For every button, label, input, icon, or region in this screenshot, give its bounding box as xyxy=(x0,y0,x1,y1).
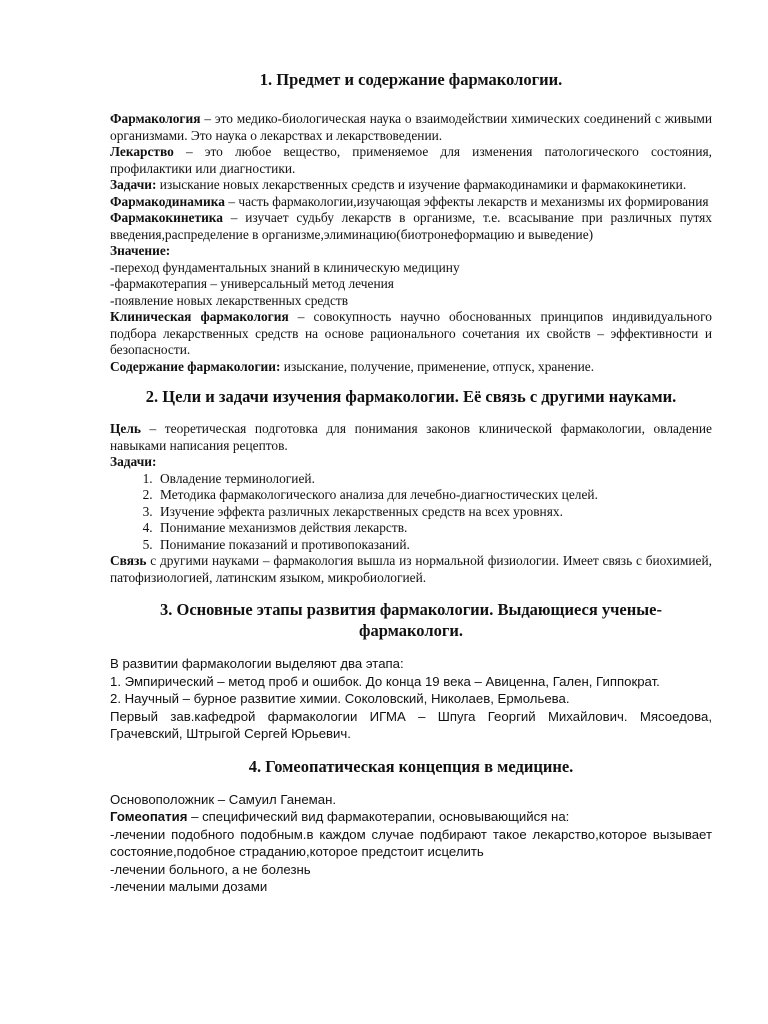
section-2 xyxy=(110,386,712,586)
definition-clinical-pharmacology xyxy=(110,309,712,359)
tasks-label xyxy=(110,454,712,471)
section-2-title: 2. Цели и задачи изучения фармакологии. Её связь с другими науками. xyxy=(145,387,677,406)
text-line: В развитии фармакологии выделяют два этапа: xyxy=(110,656,404,671)
principle-item: -лечении малыми дозами xyxy=(110,879,268,894)
principle-item: -лечении подобного подобным.в каждом случае подбирают такое лекарство,которое вызывает состояние,подобное страданию,которое предстоит исцелить xyxy=(110,826,712,859)
significance-item: -появление новых лекарственных средств xyxy=(110,292,349,308)
term-text: – это любое вещество, применяемое для изменения патологического состояния, профилактики или диагностики. xyxy=(110,144,712,176)
list-item: 2. Методика фармакологического анализа для лечебно-диагностических целей. xyxy=(156,487,712,504)
term: Связь xyxy=(110,553,147,568)
founder-line: Основоположник – Самуил Ганеман. xyxy=(110,791,337,807)
principle-item: -лечении больного, а не болезнь xyxy=(110,861,311,877)
term: Фармакодинамика xyxy=(110,193,225,209)
significance-item: -фармакотерапия – универсальный метод лечения xyxy=(110,276,394,291)
term: Значение: xyxy=(110,243,171,258)
term-text: – теоретическая подготовка для понимания законов клинической фармакологии, овладение навыками написания рецептов. xyxy=(110,421,712,453)
term: Задачи: xyxy=(110,454,157,469)
term: Содержание фармакологии: xyxy=(110,358,281,374)
section-3-body xyxy=(110,655,712,743)
section-1-title: 1. Предмет и содержание фармакологии. xyxy=(259,70,563,89)
definition-drug xyxy=(110,144,712,177)
text-line: 1. Эмпирический – метод проб и ошибок. До конца 19 века – Авиценна, Гален, Гиппократ. xyxy=(110,673,660,689)
term-text: изыскание, получение, применение, отпуск, хранение. xyxy=(280,358,595,374)
significance-item: -переход фундаментальных знаний в клиническую медицину xyxy=(110,259,460,275)
list-item: 5. Понимание показаний и противопоказаний. xyxy=(156,537,712,554)
list-item: 3. Изучение эффекта различных лекарственных средств на всех уровнях. xyxy=(156,504,712,521)
tasks-paragraph xyxy=(110,177,712,194)
term-text: – изучает судьбу лекарств в организме, т.е. всасывание при различных путях введения,распределение в организме,элиминацию(биотронеформацию и выведение) xyxy=(110,210,712,242)
section-1-body xyxy=(110,111,712,375)
section-4 xyxy=(110,756,712,896)
significance-label xyxy=(110,243,712,260)
term-text: – специфический вид фармакотерапии, основывающийся на: xyxy=(187,809,570,824)
list-item: 1. Овладение терминологией. xyxy=(156,471,712,488)
term-text: – часть фармакологии,изучающая эффекты лекарств и механизмы их формирования xyxy=(224,193,709,209)
definition-pharmacodynamics xyxy=(110,194,712,211)
text-line: Первый зав.кафедрой фармакологии ИГМА – Шпуга Георгий Михайлович. Мясоедова, Грачевский, Штрыгой Сергей Юрьевич. xyxy=(110,708,712,741)
section-4-body xyxy=(110,791,712,896)
section-4-title: 4. Гомеопатическая концепция в медицине. xyxy=(248,756,574,776)
content-paragraph xyxy=(110,359,712,376)
definition-pharmacology xyxy=(110,111,712,144)
section-1 xyxy=(110,69,712,375)
homeopathy-definition xyxy=(110,808,712,826)
term: Задачи: xyxy=(110,177,157,192)
term: Цель xyxy=(110,421,141,436)
tasks-list xyxy=(110,471,712,554)
list-item: 4. Понимание механизмов действия лекарств. xyxy=(156,520,712,537)
term: Фармакология xyxy=(110,111,201,126)
term-text: с другими науками – фармакология вышла из нормальной физиологии. Имеет связь с биохимией, патофизиологией, латинским языком, микробиологией. xyxy=(110,553,712,585)
term: Фармакокинетика xyxy=(110,210,223,225)
term-text: – это медико-биологическая наука о взаимодействии химических соединений с живыми организмами. Это наука о лекарствах и лекарствоведении. xyxy=(110,111,712,143)
section-3 xyxy=(110,599,712,743)
section-3-title: 3. Основные этапы развития фармакологии. Выдающиеся ученые-фармакологи. xyxy=(160,600,662,640)
goal-paragraph xyxy=(110,421,712,454)
term: Лекарство xyxy=(110,144,174,159)
term-text: изыскание новых лекарственных средств и изучение фармакодинамики и фармакокинетики. xyxy=(156,177,687,192)
text-line: 2. Научный – бурное развитие химии. Соколовский, Николаев, Ермольева. xyxy=(110,691,570,706)
relation-paragraph xyxy=(110,553,712,586)
term: Клиническая фармакология xyxy=(110,309,289,324)
term: Гомеопатия xyxy=(110,809,188,824)
term-text: – совокупность научно обоснованных принципов индивидуального подбора лекарственных средств на основе рационального сочетания их свойств – эффективности и безопасности. xyxy=(110,309,712,357)
definition-pharmacokinetics xyxy=(110,210,712,243)
